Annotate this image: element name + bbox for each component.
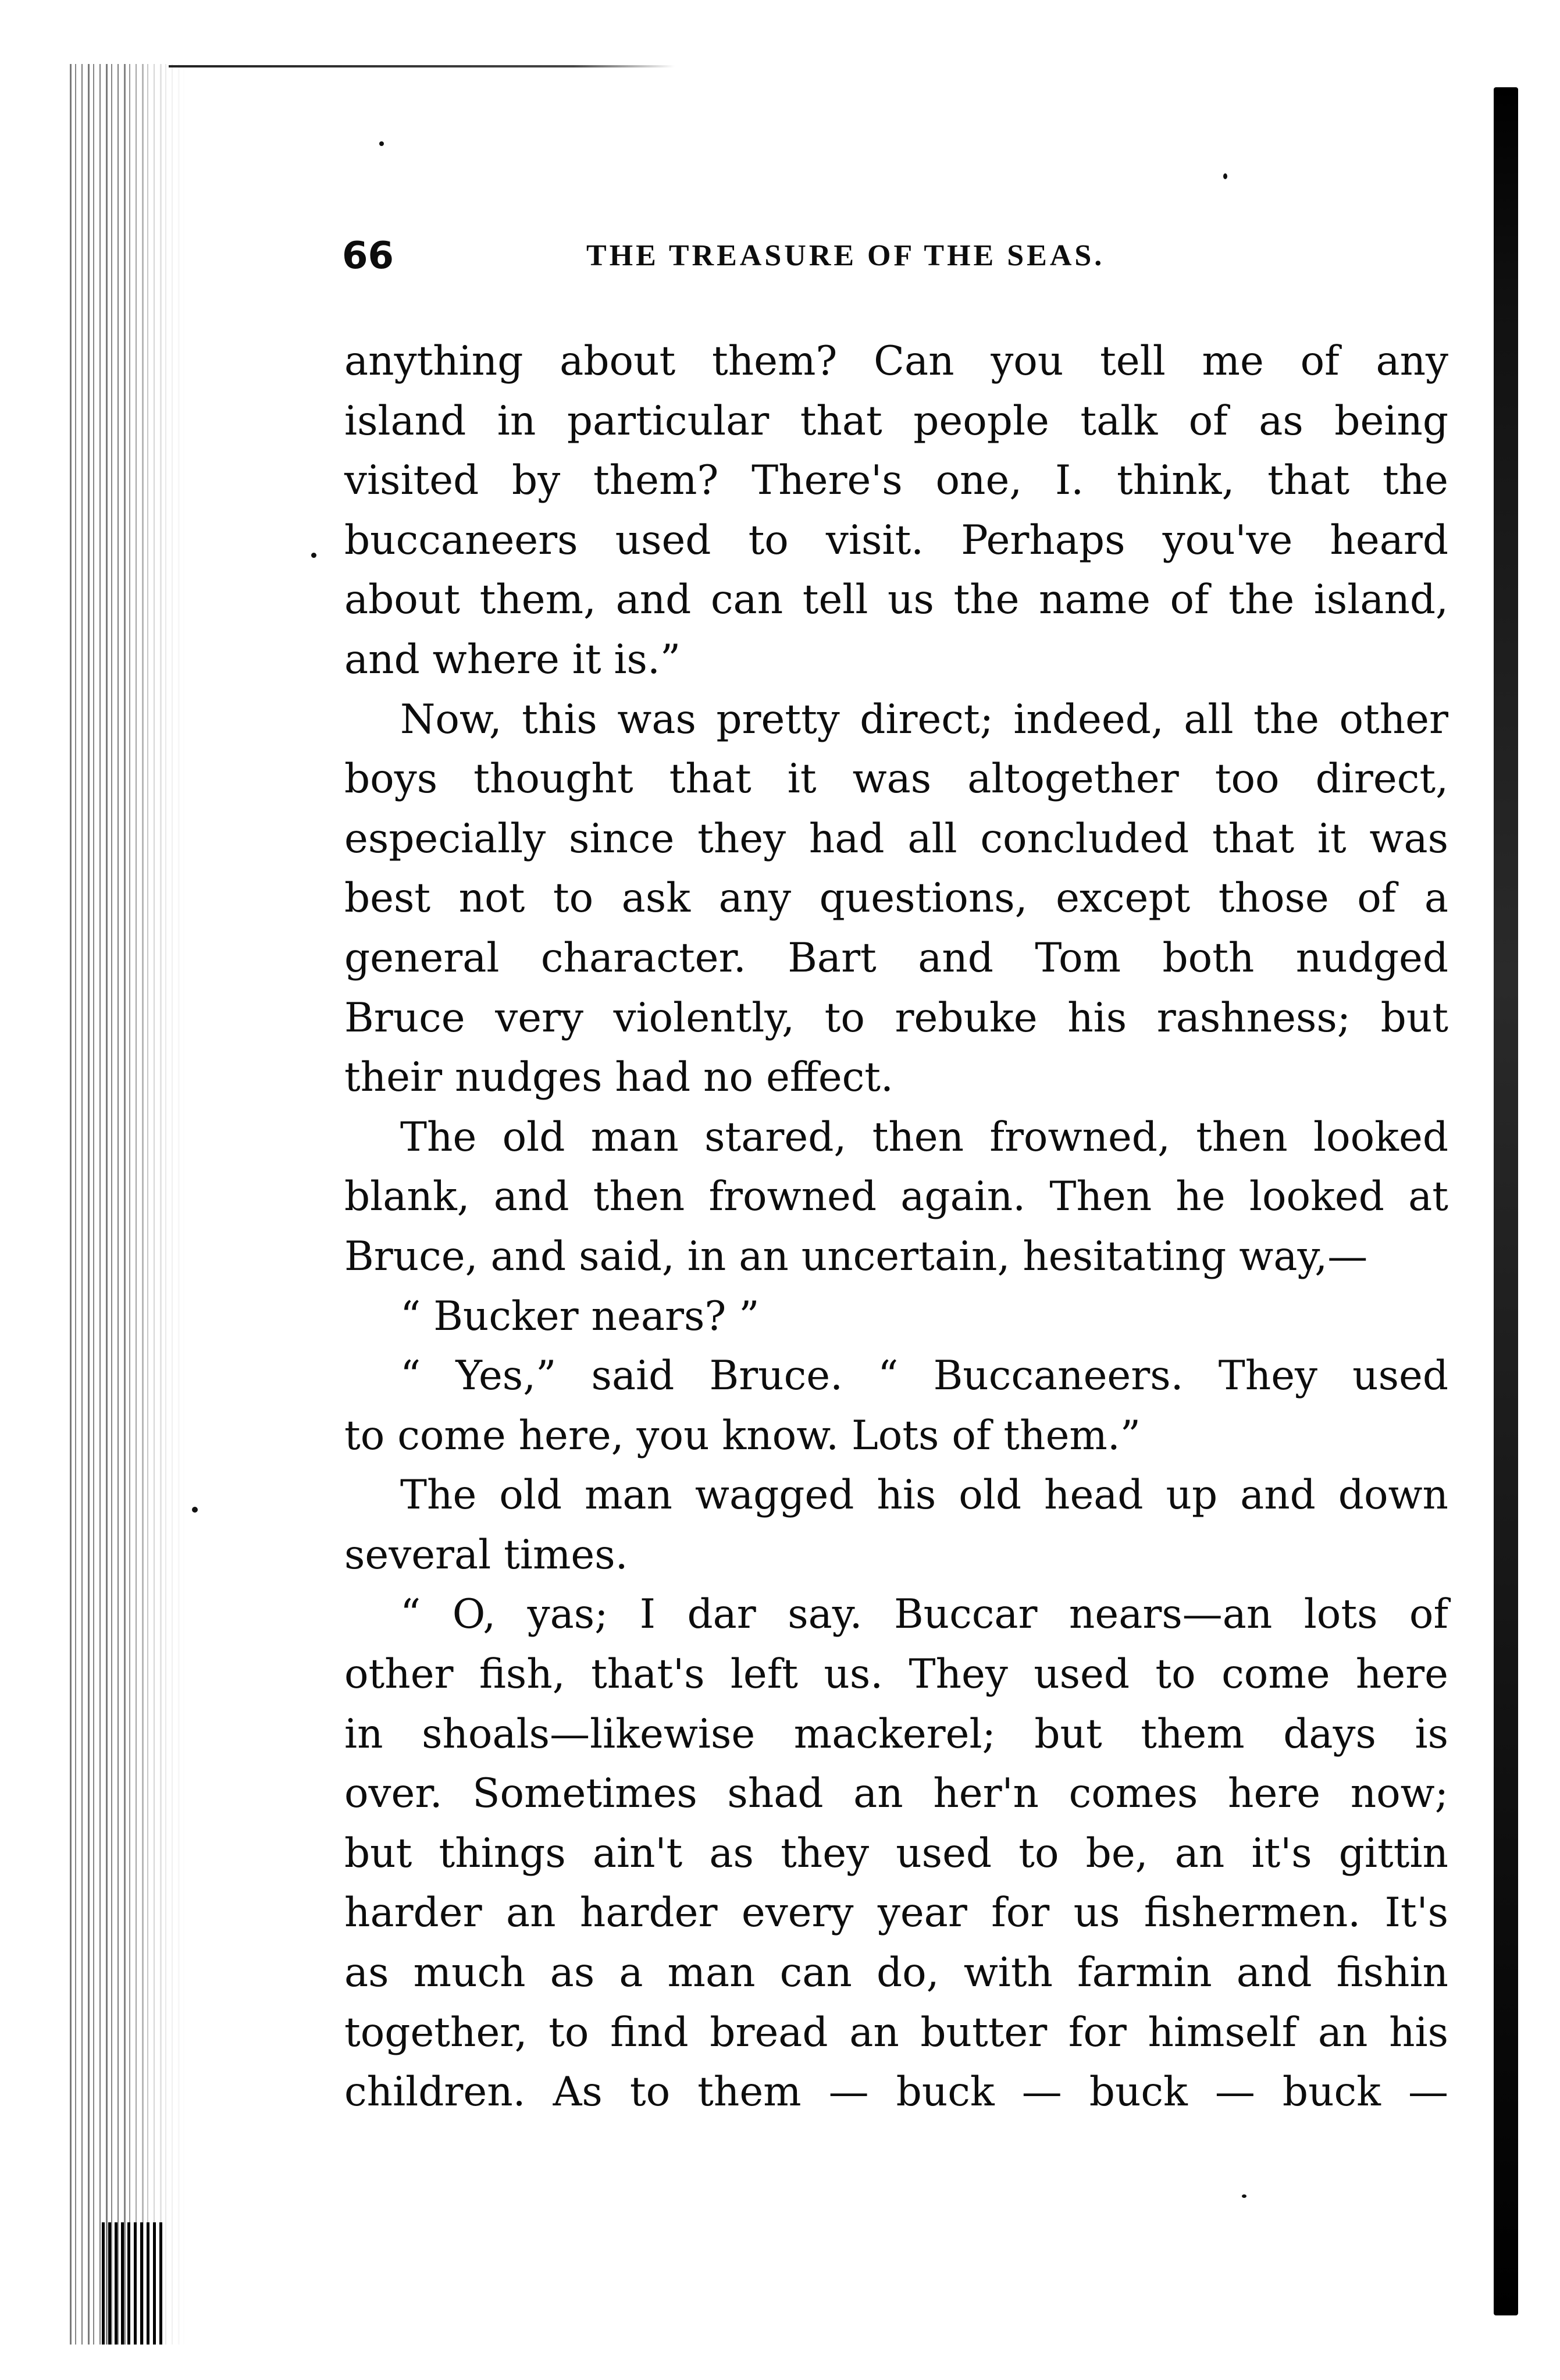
- text-line: island in particular that people talk of as being: [344, 397, 1448, 444]
- running-head: THE TREASURE OF THE SEAS.: [586, 239, 1105, 272]
- speck: [311, 553, 316, 558]
- text-line: visited by them? There's one, I. think, that the: [344, 457, 1448, 504]
- page-header: [342, 230, 1476, 282]
- speck: [379, 141, 384, 146]
- text-line: in shoals—likewise mackerel; but them days is: [344, 1710, 1448, 1758]
- text-line: together, to find bread an butter for himself an his: [344, 2009, 1448, 2056]
- top-rule: [169, 65, 675, 67]
- text-line: “ Bucker nears? ”: [400, 1293, 760, 1340]
- speck: [192, 1507, 198, 1513]
- text-line: Bruce very violently, to rebuke his rashness; but: [344, 994, 1448, 1041]
- text-line: best not to ask any questions, except those of a: [344, 875, 1448, 922]
- text-line: Now, this was pretty direct; indeed, all the other: [400, 696, 1448, 743]
- text-line: The old man stared, then frowned, then looked: [400, 1113, 1448, 1161]
- page-number: 66: [342, 234, 394, 278]
- text-line: children. As to them — buck — buck — buck —: [344, 2069, 1448, 2116]
- speck: [1242, 2194, 1246, 2198]
- text-line: harder an harder every year for us fishermen. It's: [344, 1890, 1448, 1937]
- text-line: blank, and then frowned again. Then he looked at: [344, 1173, 1448, 1221]
- body-text: [344, 332, 1448, 2122]
- text-line: over. Sometimes shad an her'n comes here now;: [344, 1770, 1448, 1817]
- text-line: several times.: [344, 1531, 628, 1578]
- text-line: about them, and can tell us the name of the island,: [344, 577, 1448, 624]
- speck: [1223, 173, 1227, 179]
- text-line: but things ain't as they used to be, an it's gittin: [344, 1830, 1448, 1877]
- text-line: and where it is.”: [344, 636, 681, 683]
- text-line: especially since they had all concluded that it was: [344, 815, 1448, 862]
- text-line: “ O, yas; I dar say. Buccar nears—an lots of: [400, 1591, 1448, 1638]
- text-line: “ Yes,” said Bruce. “ Buccaneers. They used: [400, 1353, 1448, 1400]
- text-line: general character. Bart and Tom both nudged: [344, 934, 1448, 981]
- text-line: anything about them? Can you tell me of any: [344, 338, 1448, 385]
- text-line: buccaneers used to visit. Perhaps you've heard: [344, 517, 1448, 564]
- binding-edge-dark: [102, 2222, 166, 2345]
- text-line: their nudges had no effect.: [344, 1054, 893, 1101]
- page-edge-shadow: [1494, 87, 1518, 2315]
- binding-edge: [70, 64, 186, 2345]
- text-line: to come here, you know. Lots of them.”: [344, 1412, 1141, 1459]
- text-line: other fish, that's left us. They used to come here: [344, 1651, 1448, 1698]
- text-line: The old man wagged his old head up and down: [400, 1472, 1448, 1519]
- text-line: as much as a man can do, with farmin and fishin: [344, 1949, 1448, 1997]
- text-line: Bruce, and said, in an uncertain, hesitating way,—: [344, 1233, 1368, 1280]
- text-line: boys thought that it was altogether too direct,: [344, 756, 1448, 803]
